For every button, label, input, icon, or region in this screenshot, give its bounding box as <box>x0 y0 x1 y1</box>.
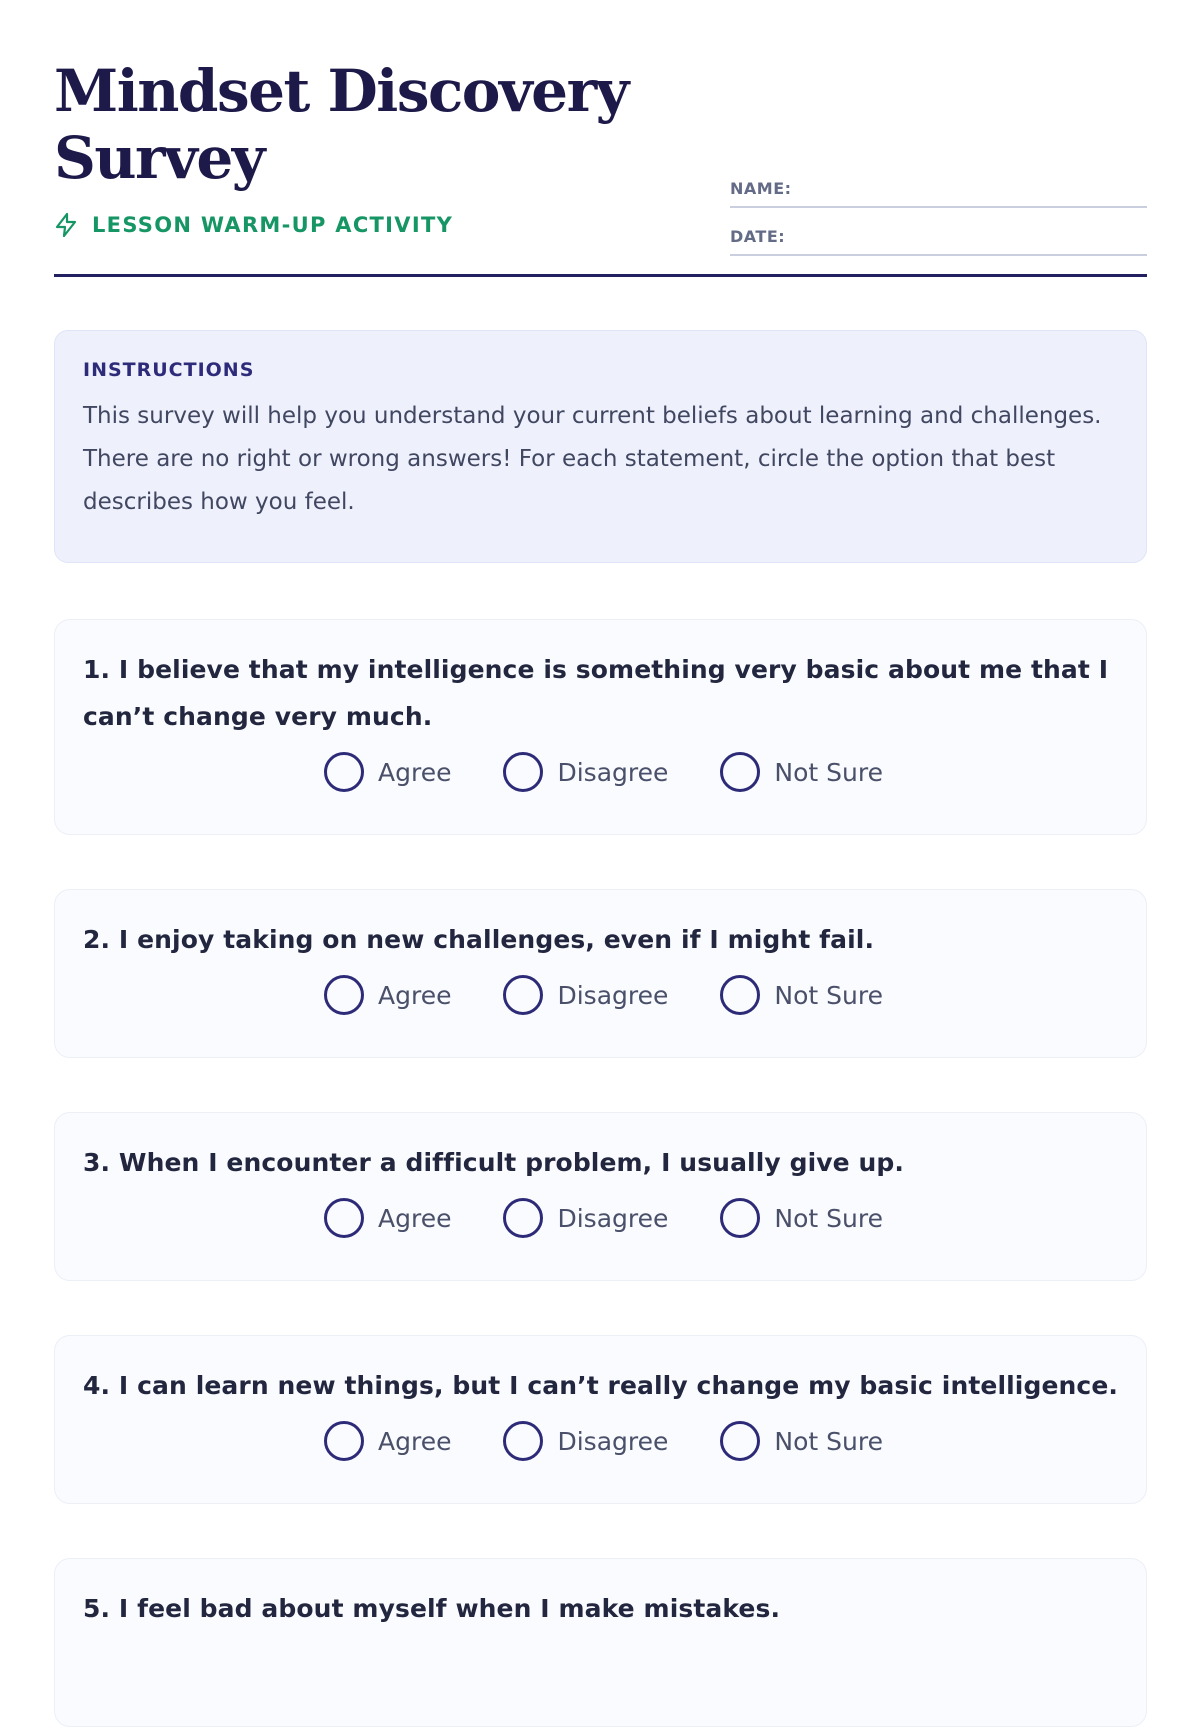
option-label: Not Sure <box>774 980 883 1010</box>
option-label: Disagree <box>557 980 669 1010</box>
radio-circle-icon[interactable] <box>720 752 760 792</box>
option-disagree[interactable] <box>503 752 668 792</box>
question-card <box>54 1335 1147 1504</box>
option-agree[interactable] <box>324 1198 451 1238</box>
option-label: Agree <box>378 980 452 1010</box>
question-text: 2. I enjoy taking on new challenges, even if I might fail. <box>83 925 875 954</box>
instructions-box <box>54 330 1147 563</box>
option-agree[interactable] <box>324 1421 451 1461</box>
radio-circle-icon[interactable] <box>324 975 364 1015</box>
radio-circle-icon[interactable] <box>720 1421 760 1461</box>
option-not-sure[interactable] <box>720 975 883 1015</box>
radio-circle-icon[interactable] <box>324 1421 364 1461</box>
answer-options <box>83 1198 1118 1238</box>
activity-subtitle <box>54 212 453 238</box>
option-label: Disagree <box>557 1203 669 1233</box>
option-disagree[interactable] <box>503 1421 668 1461</box>
option-not-sure[interactable] <box>720 1421 883 1461</box>
question-card <box>54 1112 1147 1281</box>
option-agree[interactable] <box>324 752 451 792</box>
option-not-sure[interactable] <box>720 752 883 792</box>
radio-circle-icon[interactable] <box>503 1198 543 1238</box>
option-label: Agree <box>378 757 452 787</box>
question-card <box>54 889 1147 1058</box>
title-line-2: Survey <box>54 124 264 192</box>
subtitle-text: LESSON WARM-UP ACTIVITY <box>92 213 454 237</box>
option-label: Disagree <box>557 757 669 787</box>
survey-page <box>54 0 1147 1623</box>
option-label: Agree <box>378 1426 452 1456</box>
title-line-1: Mindset Discovery <box>54 57 628 125</box>
radio-circle-icon[interactable] <box>720 1198 760 1238</box>
question-card <box>54 619 1147 835</box>
instructions-text: This survey will help you understand your current beliefs about learning and challenges. There are no right or wrong answers! For each statement, circle the option that best describes how you feel. <box>83 403 1102 515</box>
option-label: Not Sure <box>774 1426 883 1456</box>
name-label: NAME: <box>730 179 792 198</box>
name-field[interactable] <box>730 160 1147 208</box>
worksheet-header <box>54 52 1147 277</box>
radio-circle-icon[interactable] <box>503 752 543 792</box>
option-label: Agree <box>378 1203 452 1233</box>
option-agree[interactable] <box>324 975 451 1015</box>
option-label: Not Sure <box>774 1203 883 1233</box>
question-text: 5. I feel bad about myself when I make mistakes. <box>83 1594 781 1623</box>
question-text: 1. I believe that my intelligence is something very basic about me that I can’t change very much. <box>83 655 1109 731</box>
radio-circle-icon[interactable] <box>503 975 543 1015</box>
page-title <box>54 58 694 192</box>
radio-circle-icon[interactable] <box>720 975 760 1015</box>
option-not-sure[interactable] <box>720 1198 883 1238</box>
date-field[interactable] <box>730 208 1147 256</box>
instructions-heading: INSTRUCTIONS <box>83 359 255 381</box>
answer-options <box>83 1421 1118 1461</box>
lightning-bolt-icon <box>54 212 78 238</box>
option-label: Disagree <box>557 1426 669 1456</box>
answer-options <box>83 752 1118 792</box>
question-text: 3. When I encounter a difficult problem, I usually give up. <box>83 1148 904 1177</box>
radio-circle-icon[interactable] <box>324 1198 364 1238</box>
date-label: DATE: <box>730 227 786 246</box>
radio-circle-icon[interactable] <box>324 752 364 792</box>
question-card <box>54 1558 1147 1727</box>
option-disagree[interactable] <box>503 975 668 1015</box>
answer-options <box>83 975 1118 1015</box>
question-text: 4. I can learn new things, but I can’t really change my basic intelligence. <box>83 1371 1118 1400</box>
option-disagree[interactable] <box>503 1198 668 1238</box>
radio-circle-icon[interactable] <box>503 1421 543 1461</box>
option-label: Not Sure <box>774 757 883 787</box>
student-fields <box>730 160 1147 256</box>
